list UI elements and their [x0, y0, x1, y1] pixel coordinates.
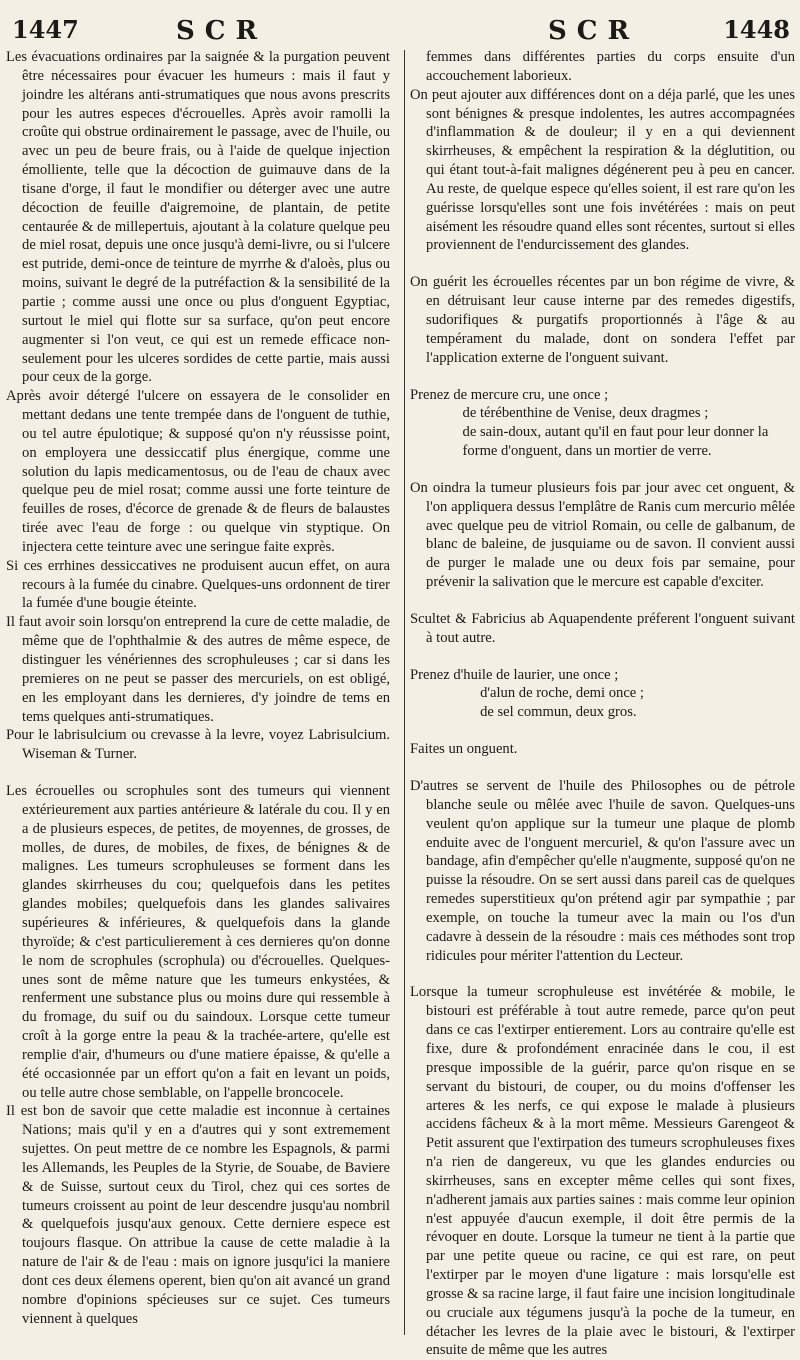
paragraph: Scultet & Fabricius ab Aquapendente préferent l'onguent suivant à tout autre.	[410, 610, 795, 646]
paragraph-continued: femmes dans différentes parties du corps ensuite d'un accouchement laborieux.	[426, 49, 795, 84]
recipe-line: de sain-doux, autant qu'il en faut pour leur donner la forme d'onguent, dans un mortier de verre.	[462, 424, 769, 460]
left-column	[6, 48, 390, 1338]
left-running-head: SCR	[176, 16, 268, 46]
paragraph: Faites un onguent.	[410, 741, 518, 758]
left-page-number: 1447	[12, 15, 79, 44]
paragraph: Il faut avoir soin lorsqu'on entreprend la cure de cette maladie, de même que de l'ophthalmie & des autres de même espece, de distinguer les vénériennes des scrophuleuses ; car si dans les premieres on ne peut se passer des mercuriels, on est obligé, en les employant dans les dernieres, d'y joindre de tems en tems quelques anti-strumatiques.	[6, 614, 390, 725]
paragraph: Pour le labrisulcium ou crevasse à la levre, voyez Labrisulcium. Wiseman & Turner.	[6, 727, 390, 763]
paragraph: On peut ajouter aux différences dont on a déja parlé, que les unes sont bénignes & presque indolentes, les autres accompagnées d'inflammation & de douleur; il y en a qui deviennent skirrheuses, & empêchent la respiration & la déglutition, ou qui étant tout-à-fait malignes dégénerent peu à peu en cancer. Au reste, de quelque espece qu'elles soient, il est rare qu'on les guérisse lorsqu'elles sont une fois invétérées : mais on peut aisément les résoudre quand elles sont récentes, surtout si elles proviennent de l'endurcissement des glandes.	[410, 86, 795, 254]
recipe-line: de sel commun, deux gros.	[480, 704, 637, 721]
recipe-line: de térébenthine de Venise, deux dragmes ;	[462, 405, 709, 422]
paragraph: Il est bon de savoir que cette maladie est inconnue à certaines Nations; mais qu'il y en a d'autres qui y sont extremement sujettes. On peut mettre de ce nombre les Espagnols, & parmi les Allemands, les Peuples de la Styrie, de Souabe, de Baviere & de Suisse, surtout ceux du Tirol, chez qui ces sortes de tumeurs croissent au point de leur descendre jusqu'au nombril & quelquefois jusqu'aux genoux. Cette derniere espece est toujours flasque. On attribue la cause de cette maladie à la nature de l'air & de l'eau : mais on ignore jusqu'ici la maniere dont ces deux élemens operent, bien qu'on ait avancé un grand nombre d'opinions spécieuses sur ce sujet. Ces tumeurs viennent à quelques	[6, 1103, 390, 1327]
recipe-line: Prenez de mercure cru, une once ;	[410, 386, 609, 403]
paragraph: On guérit les écrouelles récentes par un bon régime de vivre, & en détruisant leur cause interne par des remedes digestifs, sudorifiques & purgatifs proportionnés à l'âge & au tempérament du malade, dont on sondera l'effet par l'application externe de l'onguent suivant.	[410, 274, 795, 366]
recipe-line: Prenez d'huile de laurier, une once ;	[410, 666, 619, 683]
paragraph: Les évacuations ordinaires par la saignée & la purgation peuvent être nécessaires pour évacuer les humeurs : mais il faut y joindre les altérans anti-strumatiques que nous avons prescrits pour les autres especes d'écrouelles. Après avoir ramolli la croûte qui obstrue ordinairement le passage, avec de l'huile, ou avec un peu de beure frais, ou à l'aide de quelque injection émolliente, telle que la décoction de guimauve dans de la tisane d'orge, il faut le mondifier ou déterger avec une autre décoction de feuille d'aigremoine, de plantain, de petite centaurée & de millepertuis, ajoutant à la colature quelque peu de miel rosat, depuis une once jusqu'à demi-livre, ou si l'ulcere est putride, demi-once de teinture de myrrhe & d'aloès, plus ou moins, suivant le degré de la putréfaction & la sensibilité de la partie ; comme aussi une once ou plus d'onguent Egyptiac, surtout le miel qui flotte sur sa surface, qu'on peut encore augmenter si l'on veut, ce qui est un remede efficace non-seulement pour les ulceres sordides de cette partie, mais aussi pour ceux de la gorge.	[6, 49, 390, 386]
right-page-number: 1448	[723, 15, 790, 44]
paragraph: Si ces errhines dessiccatives ne produisent aucun effet, on aura recours à la fumée du cinabre. Quelques-uns ordonnent de tirer la fumée d'une bougie éteinte.	[6, 557, 390, 612]
column-divider	[404, 50, 405, 1335]
paragraph: Lorsque la tumeur scrophuleuse est invétérée & mobile, le bistouri est préférable à tout autre remede, parce qu'on peut dans ce cas l'extirper entierement. Lors au contraire qu'elle est fixe, dure & profondément enracinée dans le cou, il est presque impossible de la guérir, parce qu'on risque en se servant du bistouri, de couper, ou du moins d'offenser les arteres & les nerfs, ce qui expose le malade à plusieurs accidens fâcheux & à la mort même. Messieurs Garengeot & Petit assurent que l'extirpation des tumeurs scrophuleuses fixes n'a rien de dangereux, vu que les glandes endurcies ou skirrheuses, sans en excepter même celles qui sont fixes, n'adherent jamais aux parties saines : mais comme leur opinion n'est appuyée d'aucun exemple, il doit être permis de la révoquer en doute. Lorsque la tumeur ne tient à la partie que par une petite queue ou racine, ce qui est rare, on peut l'extirper par le moyen d'une ligature : mais lorsqu'elle est grosse & sa racine large, il faut faire une incision longitudinale ou cruciale aux tégumens jusqu'à la poche de la tumeur, en détacher les levres de la plaie avec le bistouri, & l'extirper ensuite de même que les autres	[410, 984, 795, 1359]
paragraph: On oindra la tumeur plusieurs fois par jour avec cet onguent, & l'on appliquera dessus l'emplâtre de Ranis cum mercurio mêlée avec quelque peu de vitriol Romain, ou celle de galbanum, de blanc de baleine, de jusquiame ou de savon. Il convient aussi de purger le malade une ou deux fois par semaine, pour prévenir la salivation que le mercure est capable d'exciter.	[410, 479, 795, 591]
paragraph: D'autres se servent de l'huile des Philosophes ou de pétrole blanche seule ou mêlée avec l'huile de savon. Quelques-uns veulent qu'on applique sur la tumeur une plaque de plomb enduite avec de l'onguent mercuriel, & qu'on l'assure avec un bandage, afin d'empêcher qu'elle n'augmente, supposé qu'on ne puisse la résoudre. On se sert aussi dans pareil cas de quelques remedes superstitieux qu'on prétend agir par sympathie ; par exemple, on touche la tumeur avec la main ou l'os d'un cadavre à dessein de la résoudre : mais ces méthodes sont trop ridicules pour mériter l'attention du Lecteur.	[410, 778, 795, 964]
paragraph: Les écrouelles ou scrophules sont des tumeurs qui viennent extérieurement aux parties antérieure & latérale du cou. Il y en a de plusieurs especes, de petites, de moyennes, de grosses, de molles, de dures, de mobiles, de fixes, de bénignes & de malignes. Les tumeurs scrophuleuses se forment dans les glandes skirrheuses du cou; quelquefois dans les petites glandes mobiles; quelquefois dans les glandes salivaires supérieures & inférieures, & quelquefois dans la glande thyroïde; & c'est particulierement à ces dernieres qu'on donne le nom de scrophules (scrophula) ou d'écrouelles. Quelques-unes sont de même nature que les tumeurs enkystées, & renferment une substance plus ou moins dure qui ressemble à du fromage, du suif ou du saindoux. Lorsque cette tumeur croît à la gorge entre la peau & la trachée-artere, qu'elle est remplie d'air, d'humeurs ou d'une matiere épaisse, & qu'elle a été occasionnée par un effort qu'on a fait en levant un poids, ou telle autre chose semblable, on l'appelle broncocele.	[6, 783, 390, 1101]
right-column	[410, 48, 795, 1359]
paragraph: Après avoir détergé l'ulcere on essayera de le consolider en mettant dedans une tente trempée dans de l'onguent de tuthie, ou tel autre épulotique; & supposé qu'on n'y réussisse point, on employera une dessiccatif plus énergique, comme une solution du lapis medicamentosus, ou de l'eau de chaux avec quelque peu de miel rosat; comme aussi une forte teinture de feuilles de roses, d'écorce de grenade & de fleurs de balaustes tirée avec l'eau de forge : ou quelque vin styptique. On injectera cette teinture avec une seringue faite exprès.	[6, 388, 390, 555]
right-running-head: SCR	[548, 16, 640, 46]
recipe-line: d'alun de roche, demi once ;	[480, 685, 644, 702]
